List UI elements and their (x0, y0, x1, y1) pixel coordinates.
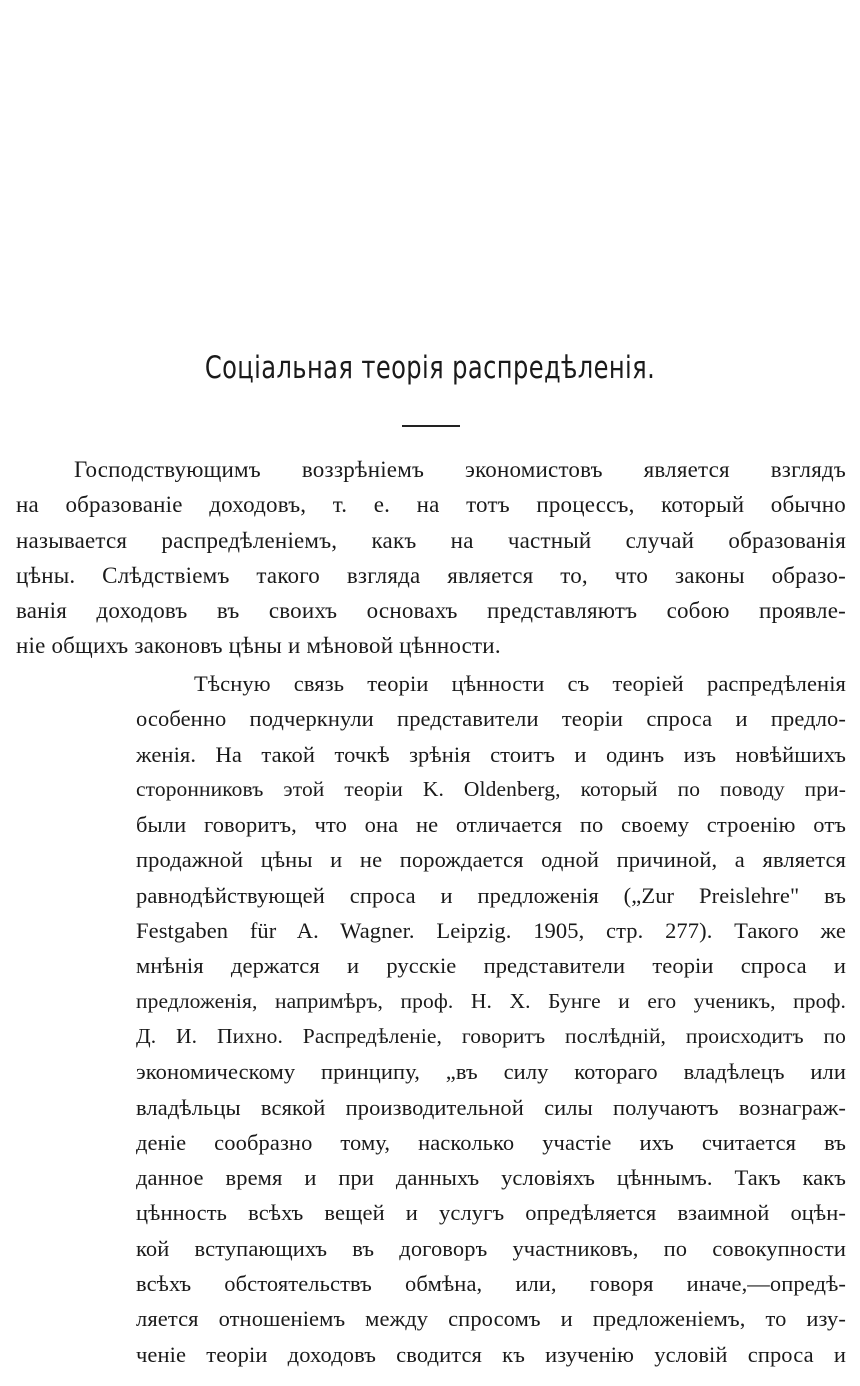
text-line: всѣхъ обстоятельствъ обмѣна, или, говоря иначе,—опредѣ- (136, 1271, 846, 1297)
text-line: продажной цѣны и не порождается одной причиной, а является (136, 847, 846, 873)
paragraph-1 (16, 452, 846, 664)
text-line: называется распредѣленіемъ, какъ на частный случай образованія (16, 527, 846, 553)
text-line: деніе сообразно тому, насколько участіе ихъ считается въ (136, 1129, 846, 1155)
text-line: предложенія, напримѣръ, проф. Н. Х. Бунге и его ученикъ, проф. (136, 988, 846, 1013)
text-line: на образованіе доходовъ, т. е. на тотъ процессъ, который обычно (16, 492, 846, 518)
text-line: были говоритъ, что она не отличается по своему строенію отъ (136, 812, 846, 838)
text-line: женія. На такой точкѣ зрѣнія стоитъ и одинъ изъ новѣйшихъ (136, 741, 846, 767)
text-line: цѣнность всѣхъ вещей и услугъ опредѣляется взаимной оцѣн- (136, 1200, 846, 1226)
text-line: Д. И. Пихно. Распредѣленіе, говоритъ послѣдній, происходитъ по (136, 1023, 846, 1048)
text-line: Господствующимъ воззрѣніемъ экономистовъ является взглядъ (74, 457, 846, 482)
chapter-title: Соціальная теорія распредѣленія. (204, 350, 656, 386)
text-line: мнѣнія держатся и русскіе представители теоріи спроса и (136, 953, 846, 979)
text-line: ніе общихъ законовъ цѣны и мѣновой цѣнности. (16, 633, 501, 659)
text-line: сторонниковъ этой теоріи K. Oldenberg, который по поводу при- (136, 776, 846, 801)
text-line: Тѣсную связь теоріи цѣнности съ теоріей распредѣленія (194, 671, 846, 696)
text-line: кой вступающихъ въ договоръ участниковъ, по совокупности (136, 1235, 846, 1261)
text-line: цѣны. Слѣдствіемъ такого взгляда является то, что законы образо- (16, 562, 846, 588)
title-divider (402, 425, 460, 427)
text-line: Festgaben für A. Wagner. Leipzig. 1905, стр. 277). Такого же (136, 918, 846, 944)
text-line: ченіе теоріи доходовъ сводится къ изученію условій спроса и (136, 1341, 846, 1367)
text-line: особенно подчеркнули представители теоріи спроса и предло- (136, 706, 846, 732)
text-line: экономическому принципу, „въ силу котораго владѣлецъ или (136, 1059, 846, 1085)
text-line: данное время и при данныхъ условіяхъ цѣннымъ. Такъ какъ (136, 1165, 846, 1191)
text-line: ванія доходовъ въ своихъ основахъ представляютъ собою проявле- (16, 598, 846, 624)
text-line: ляется отношеніемъ между спросомъ и предложеніемъ, то изу- (136, 1306, 846, 1332)
text-line: равнодѣйствующей спроса и предложенія („Zur Preislehre" въ (136, 882, 846, 908)
paragraph-2 (136, 666, 846, 1372)
text-line: владѣльцы всякой производительной силы получаютъ вознаграж- (136, 1094, 846, 1120)
